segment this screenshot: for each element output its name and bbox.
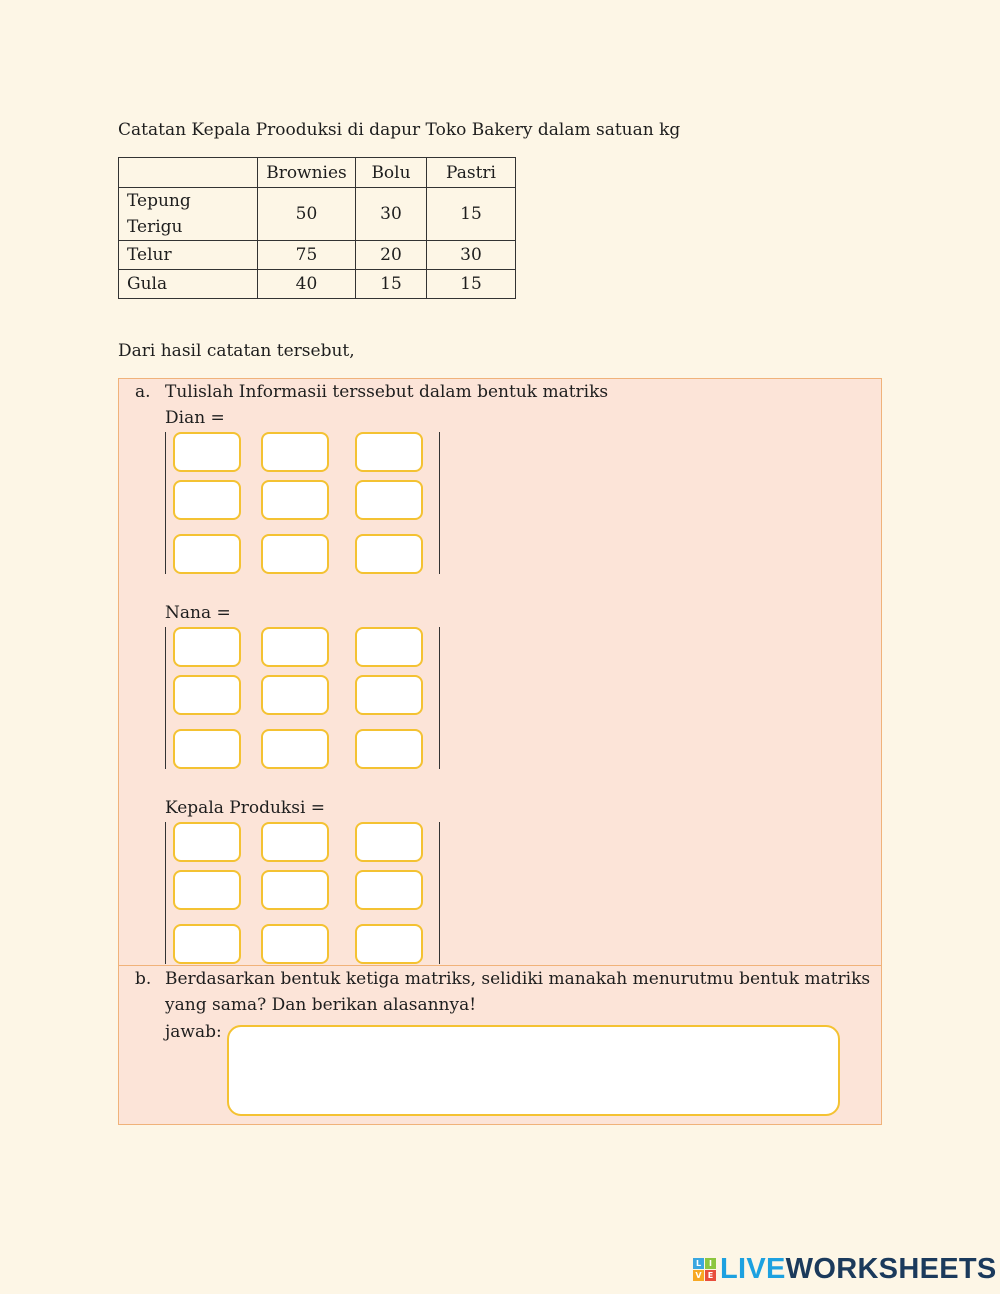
question-a-text: Tulislah Informasii terssebut dalam bentuk matriks [165,382,609,402]
question-a-marker: a. [135,382,151,402]
question-b-line1: Berdasarkan bentuk ketiga matriks, selidiki manakah menurutmu bentuk matriks [165,969,871,989]
logo-word-live: LIVE [720,1252,786,1285]
question-a-panel [118,378,882,966]
row-label: Telur [119,241,258,270]
table-row [119,188,516,241]
matrix-cell-input[interactable] [355,822,423,862]
logo-mark-letter: V [693,1270,704,1281]
matrix-cell-input[interactable] [261,627,329,667]
matrix-bracket-left [165,432,166,574]
matrix-bracket-left [165,822,166,964]
matrix-cell-input[interactable] [173,729,241,769]
matrix-cell-input[interactable] [173,675,241,715]
matrix-nana-label: Nana = [165,603,231,623]
matrix-cell-input[interactable] [261,822,329,862]
matrix-cell-input[interactable] [355,870,423,910]
table-cell: 75 [258,241,356,270]
table-cell: 30 [356,188,427,241]
matrix-bracket-right [439,432,440,574]
row-label-line: Tepung [127,191,191,211]
matrix-kepala-label: Kepala Produksi = [165,798,326,818]
matrix-cell-input[interactable] [355,675,423,715]
matrix-cell-input[interactable] [173,822,241,862]
matrix-cell-input[interactable] [173,627,241,667]
table-header-pastri: Pastri [427,158,516,188]
table-cell: 15 [427,270,516,299]
table-header-empty [119,158,258,188]
ingredients-table [118,157,516,299]
table-cell: 20 [356,241,427,270]
matrix-cell-input[interactable] [173,924,241,964]
table-cell: 30 [427,241,516,270]
matrix-cell-input[interactable] [355,627,423,667]
matrix-dian [165,432,441,574]
matrix-bracket-right [439,822,440,964]
table-header-bolu: Bolu [356,158,427,188]
row-label: Gula [119,270,258,299]
matrix-dian-label: Dian = [165,408,225,428]
matrix-cell-input[interactable] [261,480,329,520]
matrix-cell-input[interactable] [173,480,241,520]
matrix-cell-input[interactable] [173,432,241,472]
matrix-kepala-produksi [165,822,441,964]
table-header-brownies: Brownies [258,158,356,188]
answer-label: jawab: [165,1022,222,1042]
answer-box[interactable] [227,1025,840,1116]
question-b-panel [118,965,882,1125]
table-cell: 15 [427,188,516,241]
matrix-bracket-right [439,627,440,769]
matrix-cell-input[interactable] [261,432,329,472]
logo-mark-letter: I [705,1258,716,1269]
logo-mark-letter: E [705,1270,716,1281]
liveworksheets-logo [693,1254,997,1284]
row-label [119,188,258,241]
logo-mark-letter: L [693,1258,704,1269]
matrix-cell-input[interactable] [355,432,423,472]
matrix-bracket-left [165,627,166,769]
intro-text: Catatan Kepala Prooduksi di dapur Toko Bakery dalam satuan kg [118,120,681,140]
matrix-nana [165,627,441,769]
table-cell: 50 [258,188,356,241]
table-cell: 40 [258,270,356,299]
matrix-cell-input[interactable] [261,924,329,964]
matrix-cell-input[interactable] [173,870,241,910]
matrix-cell-input[interactable] [355,534,423,574]
table-row [119,270,516,299]
row-label-line: Terigu [127,217,183,237]
matrix-cell-input[interactable] [173,534,241,574]
lead-text: Dari hasil catatan tersebut, [118,341,355,361]
logo-mark-icon [693,1258,716,1281]
logo-word-worksheets: WORKSHEETS [785,1252,997,1285]
table-row [119,241,516,270]
question-b-line2: yang sama? Dan berikan alasannya! [165,995,477,1015]
matrix-cell-input[interactable] [261,675,329,715]
table-cell: 15 [356,270,427,299]
matrix-cell-input[interactable] [261,729,329,769]
table-header-row [119,158,516,188]
matrix-cell-input[interactable] [261,870,329,910]
matrix-cell-input[interactable] [355,480,423,520]
matrix-cell-input[interactable] [355,729,423,769]
matrix-cell-input[interactable] [355,924,423,964]
question-b-marker: b. [135,969,152,989]
matrix-cell-input[interactable] [261,534,329,574]
